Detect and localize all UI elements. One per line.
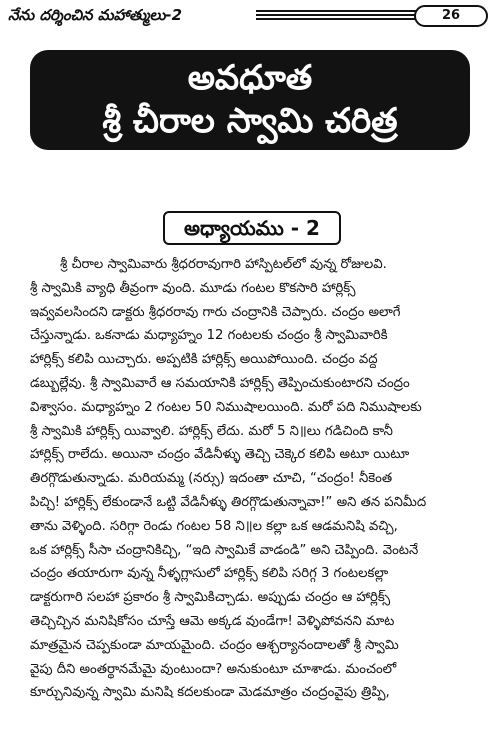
body-line: శ్రీ స్వామికి హార్లిక్స్ యివ్వాలి. హార్లిక్స్ లేదు. మరో 5 ని॥లు గడిచింది కానీ	[30, 423, 393, 439]
body-line: ఇవ్వవలసిందని డాక్టరు శ్రీధరరావు గారు చంద్రానికి చెప్పారు. చంద్రం అలాగే	[30, 304, 401, 320]
body-line: చేస్తున్నాడు. ఒకనాడు మధ్యాహ్నం 12 గంటలకు చంద్రం శ్రీ స్వామివారికి	[30, 328, 388, 344]
header-rule-lines	[256, 10, 416, 21]
body-line: డాక్టరుగారి సలహా ప్రకారం శ్రీ స్వామికిచ్చాడు. అప్పుడు చంద్రం ఆ హార్లిక్స్	[30, 590, 391, 606]
title-banner	[30, 50, 470, 150]
body-line: శ్రీ చీరాల స్వామివారు శ్రీధరరావుగారి హాస్పిటల్‌లో వున్న రోజులవి.	[60, 257, 387, 272]
body-line: శ్రీ స్వామికి వ్యాధి తీవ్రంగా వుంది. మూడు గంటల కొకసారి హార్లిక్స్	[30, 280, 356, 296]
body-line: విశ్వాసం. మధ్యాహ్నం 2 గంటల 50 నిముషాలయింది. మరో పది నిముషాలకు	[30, 399, 422, 415]
body-line: తిరగ్గొడుతున్నాడు. మరియమ్మ (నర్సు) ఇదంతా చూచి, “చంద్రం! నీకెంత	[30, 471, 393, 487]
book-title: నేను దర్శించిన మహాత్ములు-2	[8, 6, 183, 24]
body-line: మాత్రమైన చెప్పకుండా మాయమైంది. చంద్రం ఆశ్చర్యానందాలతో శ్రీ స్వామి	[30, 637, 399, 653]
body-text	[30, 253, 474, 705]
body-line: తాను వెళ్ళింది. సరిగ్గా రెండు గంటల 58 ని॥ల కల్లా ఒక ఆడమనిషి వచ్చి,	[30, 518, 398, 534]
banner-title-line-1: అవధూత	[187, 58, 313, 98]
banner-title-line-2: శ్రీ చీరాల స్వామి చరిత్ర	[102, 101, 398, 141]
body-line: డబ్బుల్లేవు. శ్రీ స్వామివారే ఆ సమయానికి హార్లిక్స్ తెప్పించుకుంటారని చంద్రం	[30, 375, 410, 391]
body-line: తెచ్చిచ్చిన మనిషికోసం చూస్తే ఆమె అక్కడ వుండేగా! వెళ్ళిపోవనని మాట	[30, 613, 395, 629]
body-line: వైపు దీని అంతర్థానమేమై వుంటుందా? అనుకుంటూ చూశాడు. మంచంలో	[30, 661, 397, 677]
page-number: 26	[414, 5, 488, 27]
running-header	[6, 6, 494, 28]
chapter-heading: అధ్యాయము - 2	[163, 211, 341, 245]
body-line: చంద్రం తయారుగా వున్న నీళ్ళగ్లాసులో హార్లిక్స్ కలిపి సరిగ్గ 3 గంటలకల్లా	[30, 566, 389, 582]
body-line: కూర్చునివున్న స్వామి మనిషి కదలకుండా మెడమాత్రం చంద్రంవైపు త్రిప్పి,	[30, 685, 390, 701]
body-line: ఒక హార్లిక్స్ సీసా చంద్రానికిచ్చి, “ఇది స్వామికే వాడండి” అని చెప్పింది. వెంటనే	[30, 542, 419, 558]
body-line: హార్లిక్స్ రాలేదు. అయినా చంద్రం వేడినీళ్ళు తెచ్చి చెక్కెర కలిపి అటూ యిటూ	[30, 447, 410, 463]
body-line: హార్లిక్స్ కలిపి యిచ్చారు. అప్పటికి హార్లిక్స్ అయిపోయింది. చంద్రం వద్ద	[30, 352, 378, 368]
body-line: పిచ్చి! హార్లిక్స్ లేకుండానే ఒట్టి వేడినీళ్ళు తిరగ్గొడుతున్నావా!” అని తన పనిమీద	[30, 494, 427, 510]
